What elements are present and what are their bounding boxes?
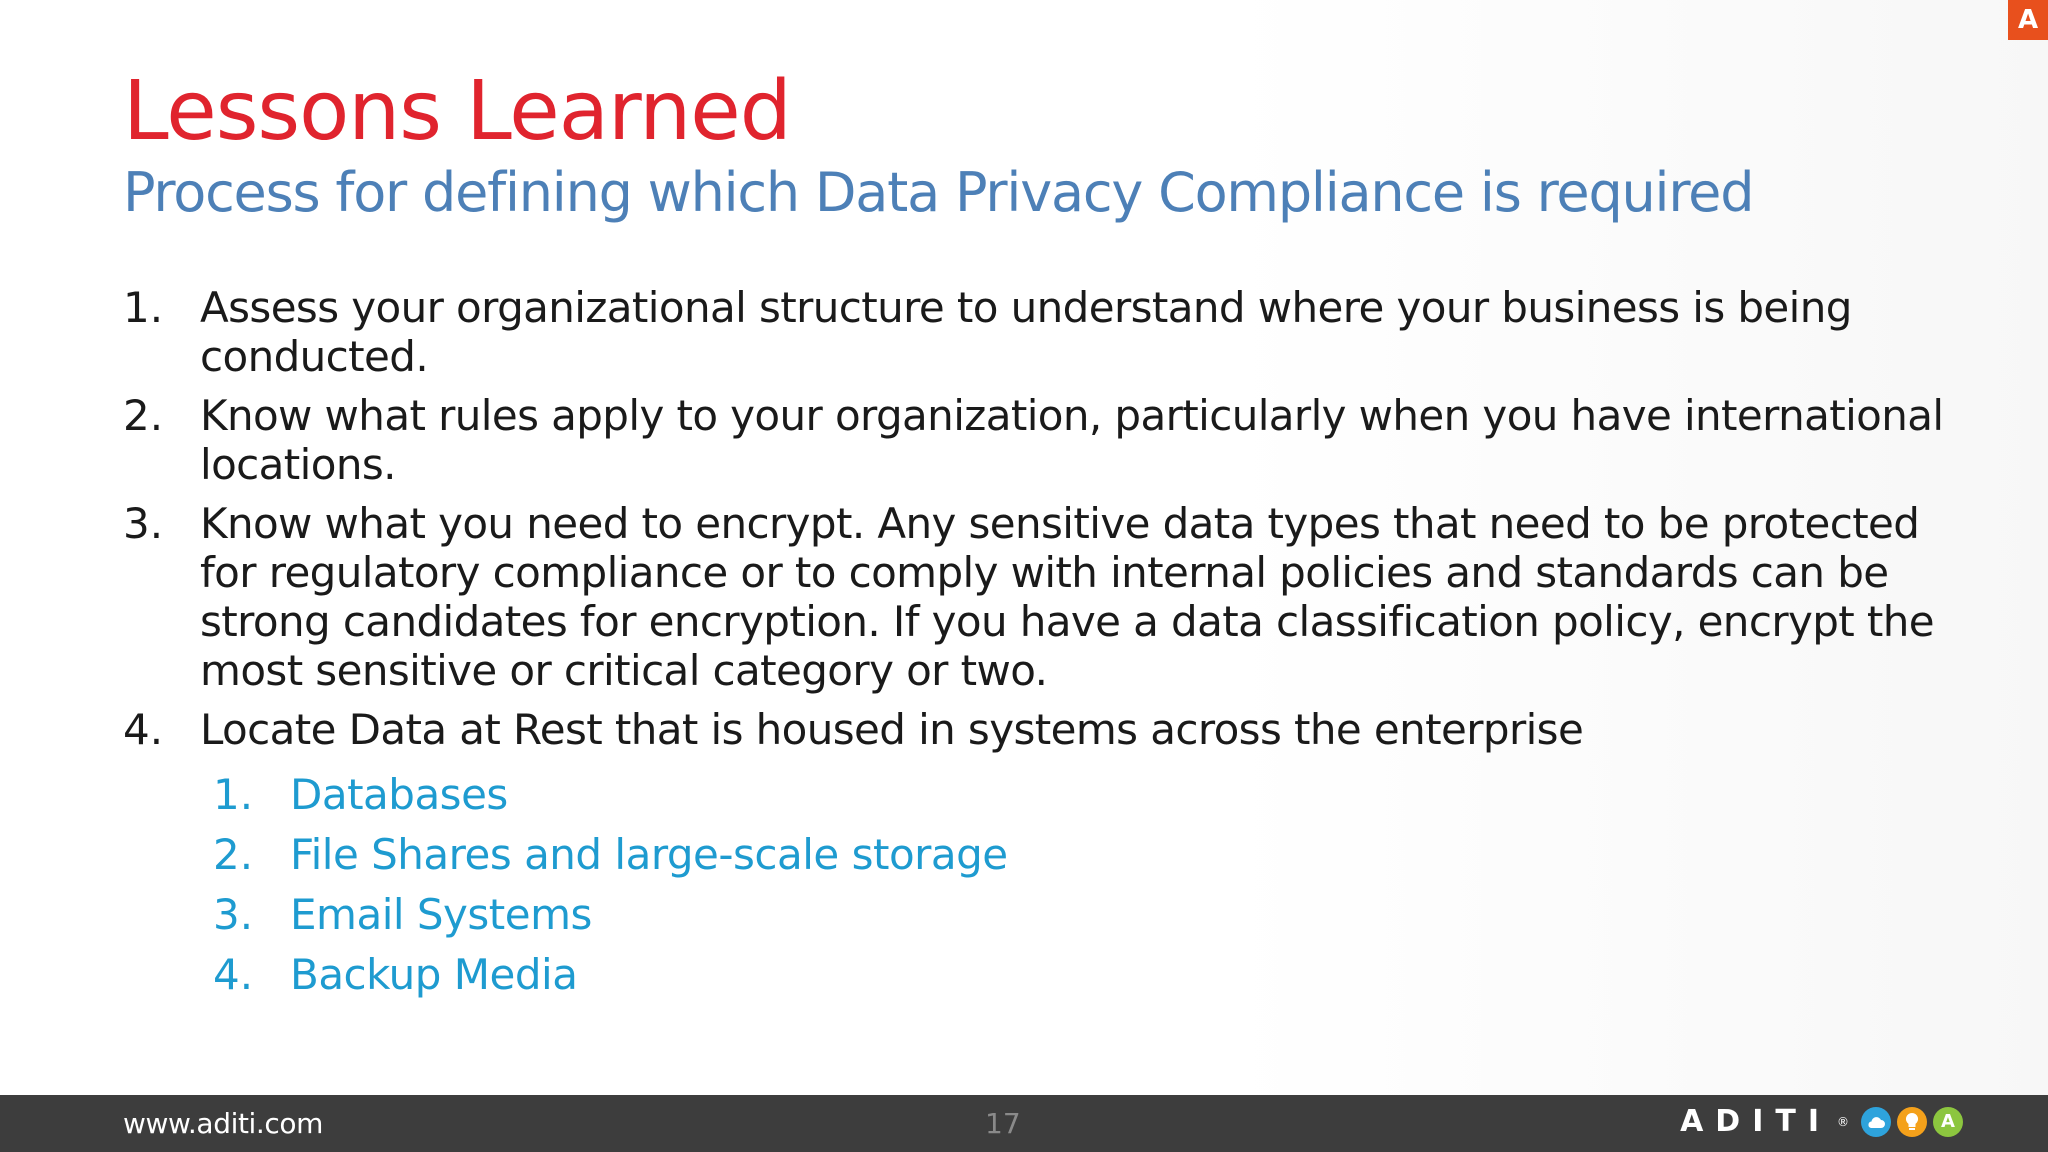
lightbulb-icon xyxy=(1897,1107,1927,1137)
website-link[interactable]: www.aditi.com xyxy=(123,1107,324,1140)
numbered-list xyxy=(123,283,1983,1004)
sub-list-number: 3. xyxy=(213,889,254,939)
list-number: 4. xyxy=(123,705,164,754)
registered-mark: ® xyxy=(1837,1114,1849,1129)
list-number: 2. xyxy=(123,391,164,440)
sub-list-number: 1. xyxy=(213,769,254,819)
sub-list-number: 2. xyxy=(213,829,254,879)
aditi-brand-logo xyxy=(1680,1104,1963,1139)
sub-list-text: Email Systems xyxy=(290,889,592,939)
sub-list-item xyxy=(213,764,1983,824)
list-text: Know what you need to encrypt. Any sensitive data types that need to be protected for regulatory compliance or to comply with internal policies and standards can be strong candidates for encryption. If you have a data classification policy, encrypt the most sensitive or critical category or two. xyxy=(200,499,1935,695)
page-number: 17 xyxy=(985,1107,1021,1140)
list-number: 3. xyxy=(123,499,164,548)
sub-list-text: Backup Media xyxy=(290,949,578,999)
sub-list xyxy=(123,764,1983,1004)
slide-title: Lessons Learned xyxy=(123,64,791,159)
sub-list-text: File Shares and large-scale storage xyxy=(290,829,1008,879)
list-item xyxy=(123,499,1983,695)
sub-list-number: 4. xyxy=(213,949,254,999)
cloud-icon xyxy=(1861,1107,1891,1137)
sub-list-item xyxy=(213,944,1983,1004)
list-text: Locate Data at Rest that is housed in systems across the enterprise xyxy=(200,705,1584,754)
list-text: Assess your organizational structure to understand where your business is being conducted. xyxy=(200,283,1852,381)
list-text: Know what rules apply to your organization, particularly when you have international locations. xyxy=(200,391,1944,489)
brand-wordmark: ADITI xyxy=(1680,1104,1831,1139)
list-item xyxy=(123,283,1983,381)
sub-list-item xyxy=(213,824,1983,884)
list-number: 1. xyxy=(123,283,164,332)
list-item xyxy=(123,391,1983,489)
slide-subtitle: Process for defining which Data Privacy Compliance is required xyxy=(123,161,1754,224)
list-item xyxy=(123,705,1983,754)
footer-bar xyxy=(0,1095,2048,1152)
sub-list-text: Databases xyxy=(290,769,508,819)
a-badge-icon: A xyxy=(1933,1107,1963,1137)
aditi-corner-logo: A xyxy=(2008,0,2048,40)
sub-list-item xyxy=(213,884,1983,944)
